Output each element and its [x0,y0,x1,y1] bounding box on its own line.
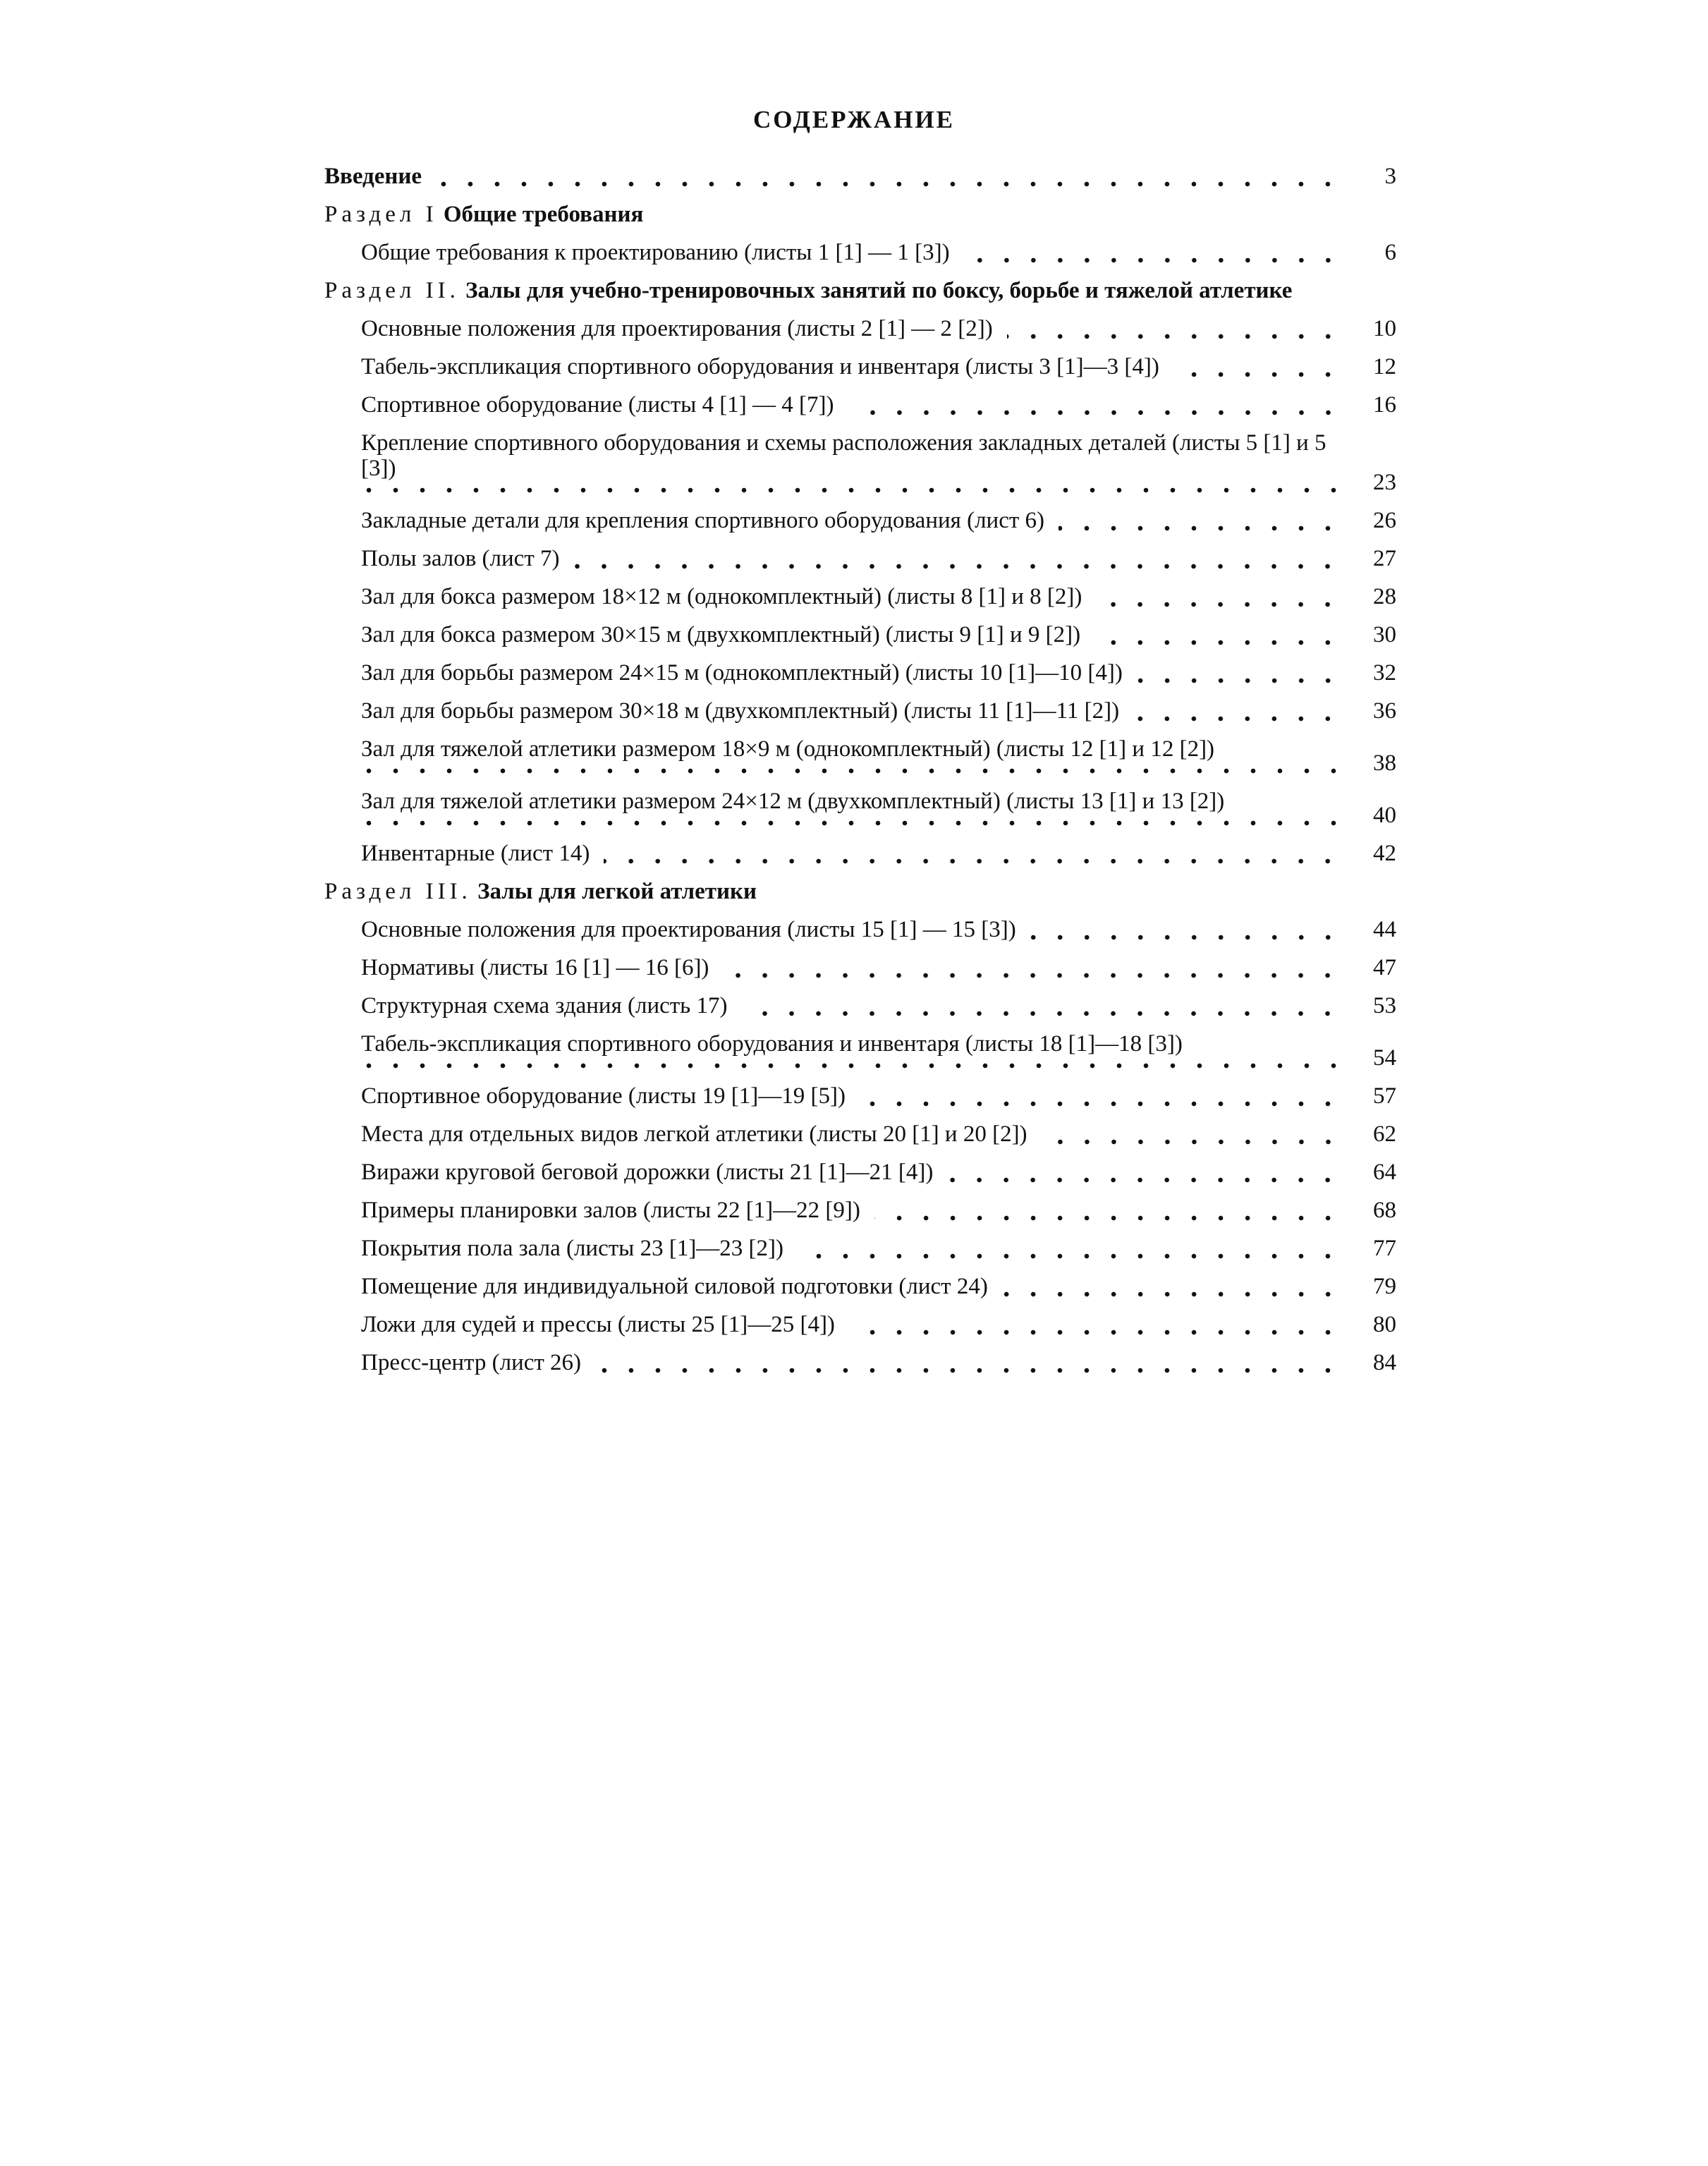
toc-entry [324,316,1396,341]
section-label: Раздел II. [324,278,460,303]
toc-entry-title: Помещение для индивидуальной силовой подготовки (лист 24) [361,1274,988,1299]
toc-entry-page: 62 [1373,1121,1396,1147]
toc-entry-page: 47 [1373,955,1396,980]
toc-entry [324,917,1396,942]
dot-leader [741,993,1341,1018]
toc-entry-title: Зал для тяжелой атлетики размером 24×12 м (двухкомплектный) (листы 13 [1] и 13 [2]) [361,789,1225,814]
toc-entry-title: Инвентарные (лист 14) [361,841,590,866]
toc-entry-page: 68 [1373,1198,1396,1223]
toc-entry-page: 12 [1373,354,1396,379]
dot-leader [874,1198,1341,1223]
dot-leader [848,392,1342,418]
section-2-heading [324,278,1396,303]
toc-entry-page: 32 [1373,660,1396,686]
toc-entry-title: Полы залов (лист 7) [361,546,560,571]
toc-entry [324,736,1396,776]
toc-entry-title: Зал для тяжелой атлетики размером 18×9 м (однокомплектный) (листы 12 [1] и 12 [2]) [361,736,1215,762]
toc-entry [324,841,1396,866]
dot-leader [1042,1121,1341,1147]
toc-entry-page: 42 [1373,841,1396,866]
toc-entry [324,354,1396,379]
toc-entry-page: 6 [1384,240,1396,265]
toc-entry-title: Общие требования к проектированию (листы 1 [1] — 1 [3]) [361,240,950,265]
section-title: Общие требования [443,202,644,227]
section-label: Раздел III. [324,879,472,904]
toc-entry-title: Места для отдельных видов легкой атлетики (листы 20 [1] и 20 [2]) [361,1121,1027,1147]
section-label: Раздел I [324,202,438,227]
toc-entry-title: Основные положения для проектирования (листы 2 [1] — 2 [2]) [361,316,993,341]
dot-leader [1059,508,1341,533]
toc-entry [324,546,1396,571]
toc-entry [324,508,1396,533]
toc-entry-title: Ложи для судей и прессы (листы 25 [1]—25 [4]) [361,1312,835,1337]
section-title: Залы для легкой атлетики [477,879,757,904]
toc-entry-page: 3 [1384,164,1396,189]
dot-leader [723,955,1341,980]
toc-entry-page: 54 [1373,1045,1396,1071]
toc-entry [324,993,1396,1018]
toc-entry-title: Зал для бокса размером 18×12 м (однокомплектный) (листы 8 [1] и 8 [2]) [361,584,1082,609]
toc-entry-page: 16 [1373,392,1396,418]
toc-entry [324,1350,1396,1375]
dot-leader [798,1236,1341,1261]
toc-entry [324,789,1396,828]
toc-entry [324,698,1396,724]
toc-entry-page: 53 [1373,993,1396,1018]
toc-entry-title: Виражи круговой беговой дорожки (листы 21 [1]—21 [4]) [361,1160,934,1185]
section-2-entries [324,316,1396,866]
dot-leader [849,1312,1341,1337]
dot-leader [361,814,1347,828]
toc-entry-page: 79 [1373,1274,1396,1299]
toc-entry-title: Зал для борьбы размером 24×15 м (однокомплектный) (листы 10 [1]—10 [4]) [361,660,1123,686]
toc-entry-title: Примеры планировки залов (листы 22 [1]—22 [9]) [361,1198,860,1223]
section-1-heading [324,202,1396,227]
dot-leader [361,481,1347,495]
toc-entry-title: Закладные детали для крепления спортивного оборудования (лист 6) [361,508,1045,533]
toc-entry-page: 44 [1373,917,1396,942]
toc-entry [324,1274,1396,1299]
dot-leader [1094,622,1341,647]
toc-entry-title: Крепление спортивного оборудования и схемы расположения закладных деталей (листы 5 [1] и 5 [3]) [361,430,1326,481]
dot-leader [595,1350,1341,1375]
toc-entry [324,1236,1396,1261]
dot-leader [1030,917,1341,942]
toc-entry-page: 38 [1373,750,1396,776]
toc-entry-page: 23 [1373,470,1396,495]
toc-entry-title: Пресс-центр (лист 26) [361,1350,582,1375]
dot-leader [1137,660,1341,686]
toc-entry-page: 36 [1373,698,1396,724]
toc-entry-page: 77 [1373,1236,1396,1261]
toc-entry-page: 30 [1373,622,1396,647]
toc-entry [324,1031,1396,1071]
toc-entry [324,660,1396,686]
dot-leader [361,762,1347,776]
toc-entry [324,622,1396,647]
dot-leader [1133,698,1341,724]
toc-entry-title: Основные положения для проектирования (листы 15 [1] — 15 [3]) [361,917,1016,942]
toc-entry-intro [324,164,1396,189]
toc-entry [324,955,1396,980]
dot-leader [947,1160,1341,1185]
section-3-heading [324,879,1396,904]
toc-entry-title: Структурная схема здания (листь 17) [361,993,728,1018]
toc-entry-page: 57 [1373,1083,1396,1109]
dot-leader [1007,316,1341,341]
dot-leader [1002,1274,1341,1299]
toc-entry-title: Введение [324,164,422,189]
toc-entry [324,1312,1396,1337]
dot-leader [436,164,1341,189]
toc-entry-page: 80 [1373,1312,1396,1337]
page-title: СОДЕРЖАНИЕ [752,106,955,133]
toc-entry-title: Табель-экспликация спортивного оборудования и инвентаря (листы 18 [1]—18 [3]) [361,1031,1183,1057]
toc-entry [324,1121,1396,1147]
toc-entry-page: 84 [1373,1350,1396,1375]
toc-entry-page: 10 [1373,316,1396,341]
toc-entry-title: Покрытия пола зала (листы 23 [1]—23 [2]) [361,1236,784,1261]
table-of-contents [324,164,1396,1388]
section-title: Залы для учебно-тренировочных занятий по боксу, борьбе и тяжелой атлетике [465,278,1293,303]
toc-entry-page: 28 [1373,584,1396,609]
toc-entry [324,430,1396,495]
section-1-entries [324,240,1396,265]
toc-entry-title: Зал для борьбы размером 30×18 м (двухкомплектный) (листы 11 [1]—11 [2]) [361,698,1120,724]
toc-entry-page: 27 [1373,546,1396,571]
toc-entry-page: 40 [1373,803,1396,828]
toc-entry-title: Табель-экспликация спортивного оборудования и инвентаря (листы 3 [1]—3 [4]) [361,354,1159,379]
dot-leader [964,240,1341,265]
toc-entry-title: Нормативы (листы 16 [1] — 16 [6]) [361,955,709,980]
dot-leader [1096,584,1341,609]
toc-entry [324,240,1396,265]
dot-leader [860,1083,1341,1109]
dot-leader [361,1057,1347,1071]
toc-entry [324,1160,1396,1185]
toc-entry-title: Спортивное оборудование (листы 4 [1] — 4 [7]) [361,392,834,418]
toc-entry-page: 64 [1373,1160,1396,1185]
toc-entry [324,392,1396,418]
toc-entry-title: Спортивное оборудование (листы 19 [1]—19 [5]) [361,1083,846,1109]
toc-entry [324,1083,1396,1109]
dot-leader [604,841,1341,866]
toc-entry [324,584,1396,609]
section-3-entries [324,917,1396,1375]
toc-entry-page: 26 [1373,508,1396,533]
toc-entry [324,1198,1396,1223]
dot-leader [573,546,1341,571]
dot-leader [1173,354,1341,379]
toc-entry-title: Зал для бокса размером 30×15 м (двухкомплектный) (листы 9 [1] и 9 [2]) [361,622,1081,647]
